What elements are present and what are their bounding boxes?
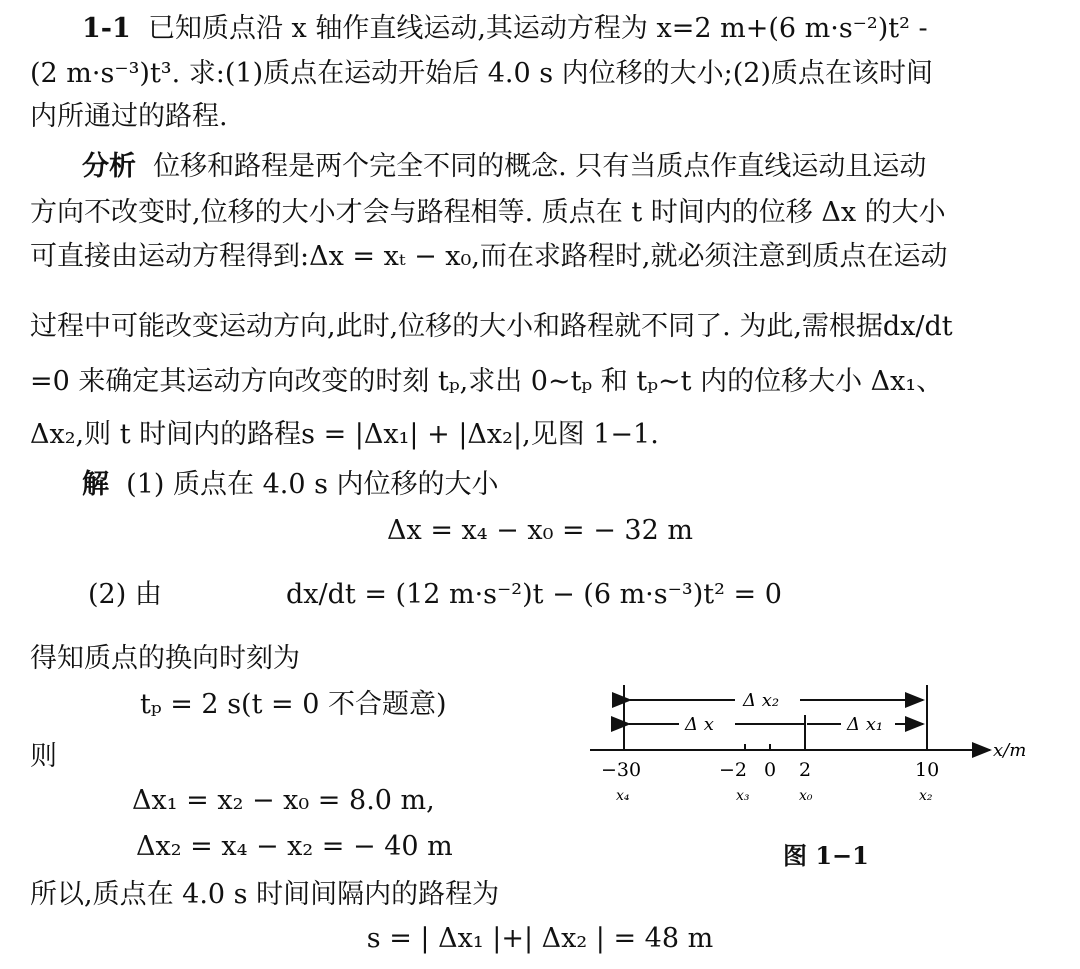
path-intro: 所以,质点在 4.0 s 时间间隔内的路程为 bbox=[30, 879, 500, 910]
tick-value: −2 bbox=[719, 759, 748, 781]
analysis-line-4: 过程中可能改变运动方向,此时,位移的大小和路程就不同了. 为此,需根据dx/dt bbox=[30, 311, 953, 342]
solution-part1-heading: (1) 质点在 4.0 s 内位移的大小 bbox=[126, 469, 499, 500]
analysis-line-1 bbox=[82, 150, 926, 184]
equation-dx2: Δx₂ = x₄ − x₂ = − 40 m bbox=[136, 831, 453, 862]
analysis-line-2: 方向不改变时,位移的大小才会与路程相等. 质点在 t 时间内的位移 Δx 的大小 bbox=[30, 197, 946, 228]
point-label: x₀ bbox=[799, 788, 813, 804]
tick-value: 2 bbox=[799, 759, 812, 781]
point-label: x₄ bbox=[616, 788, 630, 804]
tick-value: −30 bbox=[601, 759, 642, 781]
equation-displacement: Δx = x₄ − x₀ = − 32 m bbox=[387, 515, 693, 546]
analysis-text-1: 位移和路程是两个完全不同的概念. 只有当质点作直线运动且运动 bbox=[153, 151, 927, 182]
analysis-line-3: 可直接由运动方程得到:Δx = xₜ − x₀,而在求路程时,就必须注意到质点在运动 bbox=[30, 241, 948, 272]
analysis-line-5: =0 来确定其运动方向改变的时刻 tₚ,求出 0~tₚ 和 tₚ~t 内的位移大小 Δx₁、 bbox=[30, 366, 944, 397]
analysis-label: 分析 bbox=[82, 151, 136, 182]
figure-diagram bbox=[585, 680, 1075, 830]
tick-value: 10 bbox=[915, 759, 940, 781]
analysis-line-6: Δx₂,则 t 时间内的路程s = |Δx₁| + |Δx₂|,见图 1−1. bbox=[30, 419, 659, 450]
problem-line-2: (2 m·s⁻³)t³. 求:(1)质点在运动开始后 4.0 s 内位移的大小;(2)质点在该时间 bbox=[30, 58, 934, 89]
problem-text-1: 已知质点沿 x 轴作直线运动,其运动方程为 x=2 m+(6 m·s⁻²)t² - bbox=[147, 13, 928, 44]
solution-line-1 bbox=[82, 468, 499, 502]
solution-part2-label: (2) 由 bbox=[88, 579, 162, 610]
equation-tp: tₚ = 2 s(t = 0 不合题意) bbox=[140, 689, 447, 720]
equation-derivative: dx/dt = (12 m·s⁻²)t − (6 m·s⁻³)t² = 0 bbox=[286, 579, 782, 610]
point-label: x₃ bbox=[736, 788, 750, 804]
then-word: 则 bbox=[30, 741, 57, 772]
equation-path: s = | Δx₁ |+| Δx₂ | = 48 m bbox=[366, 923, 714, 954]
tick-value: 0 bbox=[764, 759, 777, 781]
equation-dx1: Δx₁ = x₂ − x₀ = 8.0 m, bbox=[132, 785, 435, 816]
dx2-label: Δ x₂ bbox=[743, 690, 780, 711]
dx1-label: Δ x₁ bbox=[847, 714, 884, 735]
problem-line-1 bbox=[82, 12, 928, 46]
solution-label: 解 bbox=[82, 469, 109, 500]
dx-label: Δ x bbox=[685, 714, 714, 735]
turn-intro: 得知质点的换向时刻为 bbox=[30, 643, 300, 674]
figure-caption: 图 1−1 bbox=[783, 841, 869, 870]
problem-line-3: 内所通过的路程. bbox=[30, 101, 228, 132]
problem-number: 1-1 bbox=[82, 13, 131, 44]
axis-label: x/m bbox=[993, 740, 1027, 761]
point-label: x₂ bbox=[919, 788, 933, 804]
